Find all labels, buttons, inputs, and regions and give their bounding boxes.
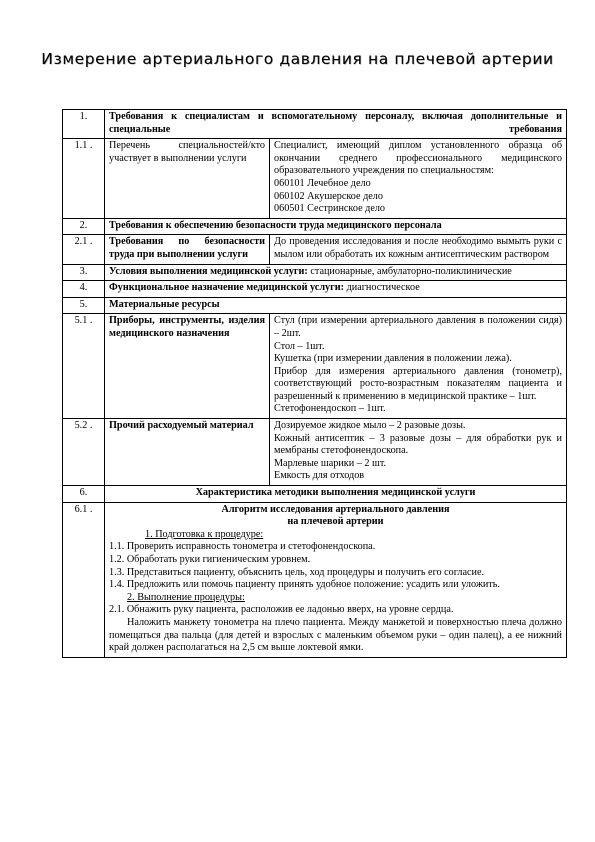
list-item: Стетофонендоскоп – 1шт. (274, 403, 386, 415)
row-number: 1. (63, 110, 105, 139)
list-item: Прибор для измерения артериального давления (тонометр), соответствующий росто-возрастным показателям пациента и разрешенный к применению в медицинской практике – 1шт. (274, 365, 562, 402)
table-row (63, 218, 567, 235)
table-row (63, 139, 567, 219)
row-number: 5.1 . (63, 314, 105, 419)
list-item: 2.1. Обнажить руку пациента, расположив ее ладонью вверх, на уровне сердца. (109, 604, 454, 616)
list-item: Марлевые шарики – 2 шт. (274, 457, 387, 469)
standard-table (62, 109, 567, 658)
subsection-heading: 1. Подготовка к процедуре: (145, 528, 264, 540)
row-number: 3. (63, 264, 105, 281)
section-heading: Требования к специалистам и вспомогательному персоналу, включая дополнительные и специальные требования (105, 110, 567, 139)
row-label: Перечень специальностей/кто участвует в выполнении услуги (105, 139, 270, 219)
list-item: 060102 Акушерское дело (274, 190, 383, 202)
row-label: Функциональное назначение медицинской услуги: (109, 282, 345, 294)
row-content (270, 419, 567, 486)
table-row (63, 502, 567, 657)
list-item: Дозируемое жидкое мыло – 2 разовые дозы. (274, 420, 466, 432)
table-row (63, 110, 567, 139)
list-item: 1.3. Представиться пациенту, объяснить цель, ход процедуры и получить его согласие. (109, 566, 485, 578)
row-number: 6.1 . (63, 502, 105, 657)
list-item: 1.1. Проверить исправность тонометра и стетофонендоскопа. (109, 541, 376, 553)
row-label: Приборы, инструменты, изделия медицинского назначения (105, 314, 270, 419)
row-number: 2. (63, 218, 105, 235)
row-text: диагностическое (344, 282, 420, 294)
algorithm-heading: Алгоритм исследования артериального давления (221, 503, 450, 515)
row-number: 5. (63, 297, 105, 314)
row-content: До проведения исследования и после необходимо вымыть руки с мылом или обработать их кожным антисептическим раствором (270, 235, 567, 264)
table-row (63, 281, 567, 298)
row-content (105, 502, 567, 657)
section-heading: Требования к обеспечению безопасности труда медицинского персонала (105, 218, 567, 235)
table-row (63, 486, 567, 503)
list-item: Кушетка (при измерении давления в положении лежа). (274, 353, 512, 365)
row-content (105, 281, 567, 298)
row-number: 5.2 . (63, 419, 105, 486)
table-row (63, 419, 567, 486)
page-title: Измерение артериального давления на плечевой артерии (41, 50, 554, 68)
list-item: Стол – 1шт. (274, 340, 325, 352)
subsection-heading: 2. Выполнение процедуры: (127, 591, 245, 603)
row-number: 6. (63, 486, 105, 503)
list-item: 1.4. Предложить или помочь пациенту принять удобное положение: усадить или уложить. (109, 579, 500, 591)
row-label: Прочий расходуемый материал (105, 419, 270, 486)
table-row (63, 297, 567, 314)
list-item: Кожный антисептик – 3 разовые дозы – для обработки рук и мембраны стетофонендоскопа. (274, 432, 562, 457)
section-heading: Характеристика методики выполнения медицинской услуги (105, 486, 567, 503)
row-text: стационарные, амбулаторно-поликлинические (307, 265, 512, 277)
row-content (105, 264, 567, 281)
list-item: Стул (при измерении артериального давления в положении сидя) – 2шт. (274, 315, 562, 339)
row-number: 4. (63, 281, 105, 298)
table-row (63, 264, 567, 281)
row-number: 1.1 . (63, 139, 105, 219)
paragraph: Наложить манжету тонометра на плечо пациента. Между манжетой и поверхностью плеча должно помещаться два пальца (для детей и взрослых с маленьким объемом руки – один палец), а ее нижний край должен располагаться на 2,5 см выше локтевой ямки. (109, 616, 562, 654)
row-label: Условия выполнения медицинской услуги: (109, 265, 308, 277)
list-item: Емкость для отходов (274, 470, 365, 482)
table-row (63, 314, 567, 419)
row-number: 2.1 . (63, 235, 105, 264)
list-item: 1.2. Обработать руки гигиеническим уровнем. (109, 554, 311, 565)
row-label: Требования по безопасности труда при выполнении услуги (105, 235, 270, 264)
algorithm-heading: на плечевой артерии (287, 516, 384, 528)
row-content (270, 314, 567, 419)
list-item: 060501 Сестринское дело (274, 203, 386, 215)
table-row (63, 235, 567, 264)
section-heading: Материальные ресурсы (105, 297, 567, 314)
list-item: 060101 Лечебное дело (274, 177, 371, 189)
row-content (270, 139, 567, 219)
row-text: Специалист, имеющий диплом установленного образца об окончании среднего профессионального медицинского образовательного учреждения по специальностям: (274, 140, 562, 177)
